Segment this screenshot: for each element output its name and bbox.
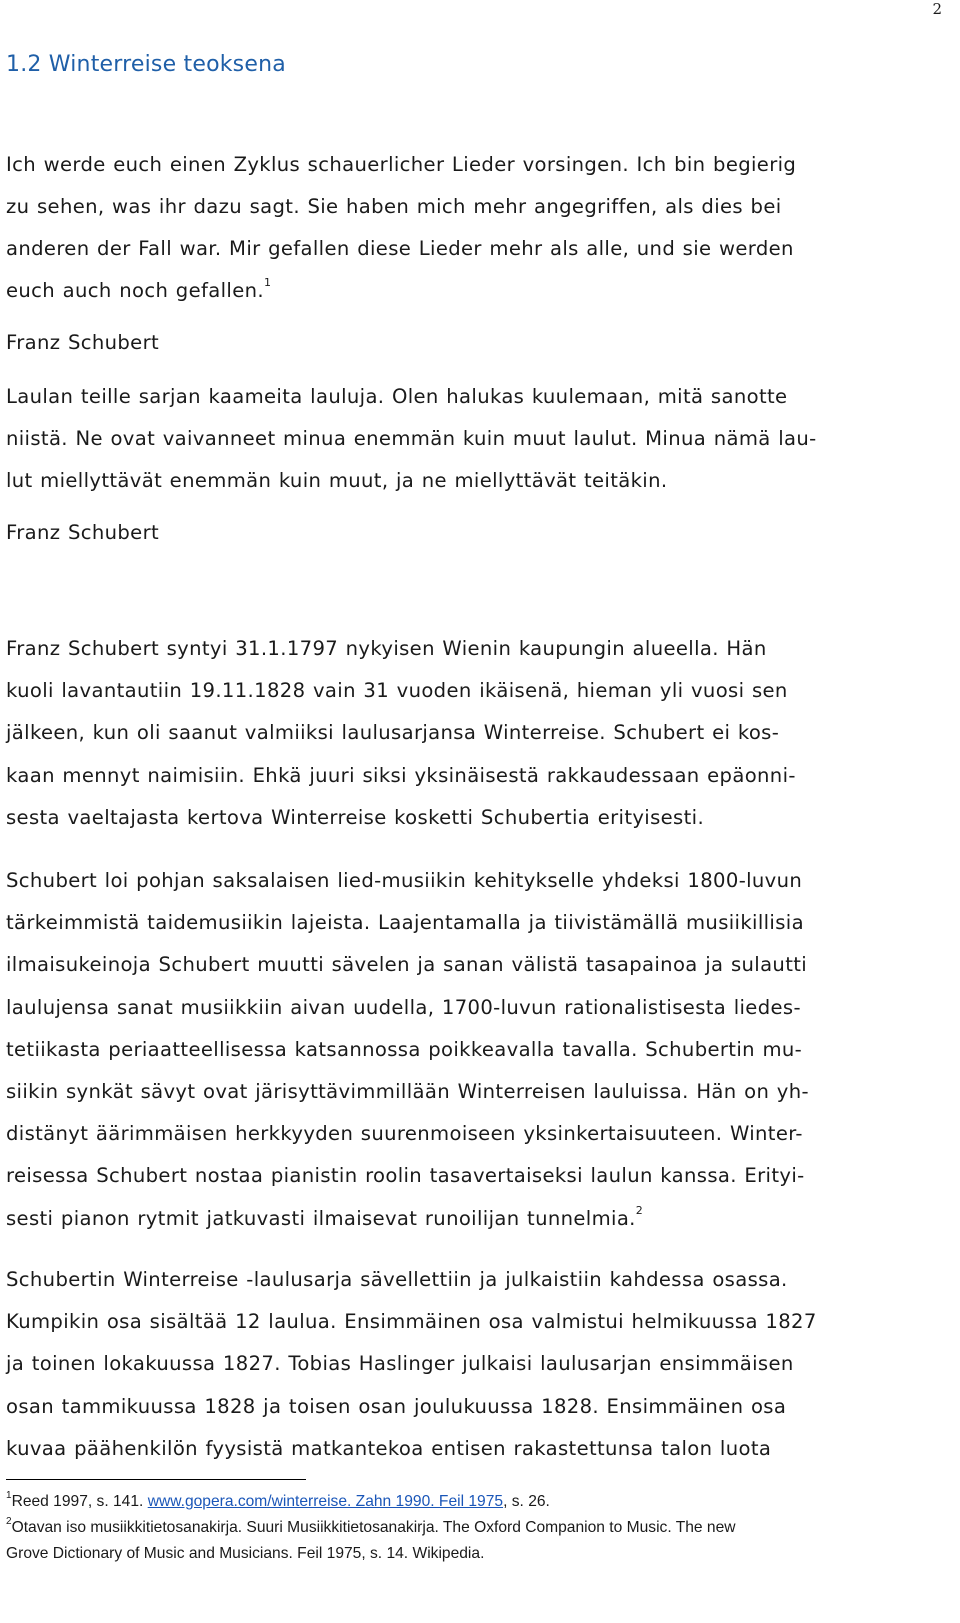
paragraph-line: Franz Schubert syntyi 31.1.1797 nykyisen Wienin kaupungin alueella. Hän <box>6 637 767 660</box>
paragraph-line: distänyt äärimmäisen herkkyyden suurenmoiseen yksinkertaisuuteen. Winter- <box>6 1122 803 1146</box>
paragraph-line: osan tammikuussa 1828 ja toisen osan joulukuussa 1828. Ensimmäinen osa <box>6 1394 787 1418</box>
footnote-separator <box>6 1479 306 1480</box>
paragraph-line: reisessa Schubert nostaa pianistin roolin tasavertaiseksi laulun kanssa. Erityi- <box>6 1164 805 1188</box>
paragraph-biography <box>6 628 926 839</box>
footnote-line <box>6 1489 936 1515</box>
quote-finnish <box>6 376 926 502</box>
footnote-line <box>6 1515 936 1541</box>
paragraph-line: jälkeen, kun oli saanut valmiiksi laulusarjansa Winterreise. Schubert ei kos- <box>6 721 780 745</box>
quote-german <box>6 144 926 312</box>
page-number: 2 <box>932 0 942 18</box>
quote-line <box>6 270 926 312</box>
paragraph-publication <box>6 1259 926 1470</box>
footnote-number: 2 <box>6 1515 12 1527</box>
footnote-ref[interactable]: 1 <box>263 276 272 290</box>
paragraph-line: tärkeimmistä taidemusiikin lajeista. Laajentamalla ja tiivistämällä musiikillisia <box>6 911 804 935</box>
quote-line: zu sehen, was ihr dazu sagt. Sie haben mich mehr angegriffen, als dies bei <box>6 195 782 218</box>
quote-line: anderen der Fall war. Mir gefallen diese Lieder mehr als alle, und sie werden <box>6 237 794 260</box>
paragraph-line: Schubertin Winterreise -laulusarja sävellettiin ja julkaistiin kahdessa osassa. <box>6 1268 788 1291</box>
quote-line: Ich werde euch einen Zyklus schauerlicher Lieder vorsingen. Ich bin begierig <box>6 153 797 176</box>
paragraph-line: ja toinen lokakuussa 1827. Tobias Haslinger julkaisi laulusarjan ensimmäisen <box>6 1352 794 1376</box>
paragraph-line: Kumpikin osa sisältää 12 laulua. Ensimmäinen osa valmistui helmikuussa 1827 <box>6 1310 817 1334</box>
footnote-1 <box>6 1489 936 1515</box>
quote-line: lut miellyttävät enemmän kuin muut, ja ne miellyttävät teitäkin. <box>6 469 668 492</box>
footnote-2 <box>6 1515 936 1567</box>
footnote-link[interactable]: www.gopera.com/winterreise. Zahn 1990. Feil 1975 <box>147 1493 504 1510</box>
paragraph-line: kuoli lavantautiin 19.11.1828 vain 31 vuoden ikäisenä, hieman yli vuosi sen <box>6 679 788 703</box>
paragraph-line: kuvaa päähenkilön fyysistä matkantekoa entisen rakastettunsa talon luota <box>6 1436 772 1460</box>
quote-attribution: Franz Schubert <box>6 521 160 544</box>
footnote-text: Reed 1997, s. 141. <box>11 1493 148 1510</box>
quote-attribution: Franz Schubert <box>6 331 160 354</box>
paragraph-line: siikin synkät sävyt ovat järisyttävimmillään Winterreisen lauluissa. Hän on yh- <box>6 1080 809 1104</box>
footnote-ref[interactable]: 2 <box>635 1204 644 1218</box>
footnote-text: Otavan iso musiikkitietosanakirja. Suuri Musiikkitietosanakirja. The Oxford Companion to Music. The new <box>11 1519 736 1536</box>
paragraph-line <box>6 1198 926 1240</box>
paragraph-line: laulujensa sanat musiikkiin aivan uudella, 1700-luvun rationalistisesta liedes- <box>6 995 801 1019</box>
paragraph-line: kaan mennyt naimisiin. Ehkä juuri siksi yksinäisestä rakkaudessaan epäonni- <box>6 763 796 787</box>
paragraph-lied <box>6 860 926 1240</box>
footnote-number: 1 <box>6 1489 12 1501</box>
quote-line: niistä. Ne ovat vaivanneet minua enemmän kuin muut laulut. Minua nämä lau- <box>6 427 817 450</box>
quote-line: Laulan teille sarjan kaameita lauluja. Olen halukas kuulemaan, mitä sanotte <box>6 385 788 408</box>
quote-line-text: euch auch noch gefallen. <box>6 279 264 302</box>
paragraph-line: sesta vaeltajasta kertova Winterreise kosketti Schubertia erityisesti. <box>6 805 705 829</box>
paragraph-line: Schubert loi pohjan saksalaisen lied-musiikin kehitykselle yhdeksi 1800-luvun <box>6 869 803 892</box>
paragraph-line-text: sesti pianon rytmit jatkuvasti ilmaisevat runoilijan tunnelmia. <box>6 1206 636 1230</box>
paragraph-line: tetiikasta periaatteellisessa katsannossa poikkeavalla tavalla. Schubertin mu- <box>6 1037 803 1061</box>
footnote-line: Grove Dictionary of Music and Musicians. Feil 1975, s. 14. Wikipedia. <box>6 1545 485 1562</box>
section-heading: 1.2 Winterreise teoksena <box>6 52 286 77</box>
footnote-text: , s. 26. <box>503 1493 550 1510</box>
paragraph-line: ilmaisukeinoja Schubert muutti sävelen ja sanan välistä tasapainoa ja sulautti <box>6 953 808 977</box>
